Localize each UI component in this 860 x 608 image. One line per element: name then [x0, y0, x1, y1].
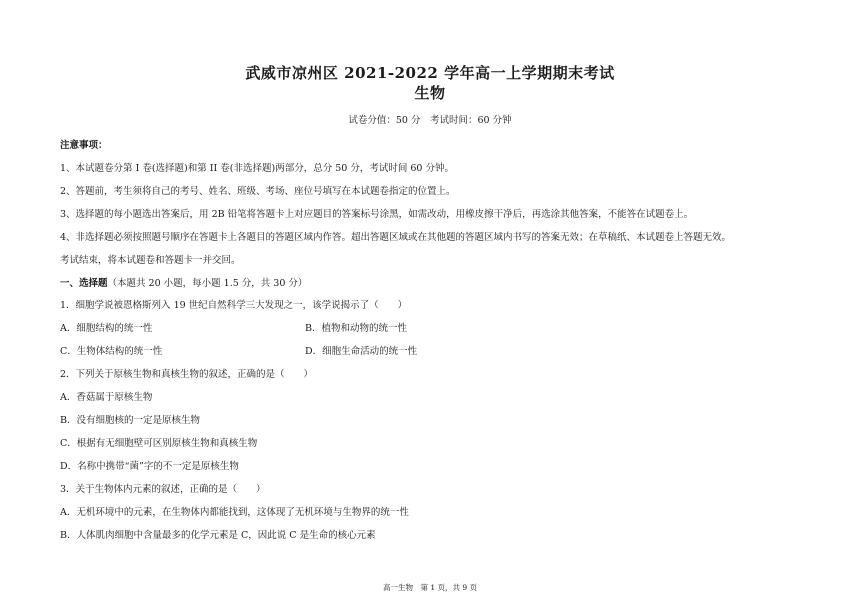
q2-option-b: B．没有细胞核的一定是原核生物 [60, 415, 200, 426]
q1-option-c: C．生物体结构的统一性 [60, 346, 163, 357]
q3-stem: 3．关于生物体内元素的叙述，正确的是（ ） [60, 484, 266, 495]
q1-options-row2 [60, 343, 460, 357]
exam-subject: 生物 [414, 84, 446, 102]
q2-option-a: A．香菇属于原核生物 [60, 392, 153, 403]
notice-item-3: 3、选择题的每小题选出答案后，用 2B 铅笔将答题卡上对应题目的答案标号涂黑，如需改动，用橡皮擦干净后，再选涂其他答案，不能答在试题卷上。 [60, 209, 694, 220]
page-footer: 高一生物 第 1 页，共 9 页 [382, 583, 478, 592]
q1-options-row1 [60, 320, 460, 334]
q1-option-a: A．细胞结构的统一性 [60, 323, 153, 334]
q1-stem: 1．细胞学说被恩格斯列入 19 世纪自然科学三大发现之一，该学说揭示了（ ） [60, 300, 408, 311]
section-heading-rest: （本题共 20 小题，每小题 1.5 分，共 30 分） [107, 278, 308, 289]
notice-item-1: 1、本试题卷分第 I 卷(选择题)和第 II 卷(非选择题)两部分，总分 50 分，考试时间 60 分钟。 [60, 163, 454, 174]
q2-option-c: C．根据有无细胞壁可区别原核生物和真核生物 [60, 438, 258, 449]
q3-option-a: A．无机环境中的元素，在生物体内都能找到，这体现了无机环境与生物界的统一性 [60, 507, 409, 518]
exam-title: 武威市凉州区 2021-2022 学年高一上学期期末考试 [245, 64, 615, 82]
q2-option-d: D．名称中携带“菌”字的不一定是原核生物 [60, 461, 239, 472]
exam-meta: 试卷分值：50 分 考试时间：60 分钟 [348, 115, 512, 126]
notice-item-4: 4、非选择题必须按照题号顺序在答题卡上各题目的答题区域内作答。超出答题区域或在其他题的答题区域内书写的答案无效；在草稿纸、本试题卷上答题无效。 [60, 232, 732, 243]
q2-stem: 2．下列关于原核生物和真核生物的叙述，正确的是（ ） [60, 369, 314, 380]
q1-option-b: B．植物和动物的统一性 [305, 323, 407, 334]
q3-option-b: B．人体肌肉细胞中含量最多的化学元素是 C，因此说 C 是生命的核心元素 [60, 530, 376, 541]
section-heading-bold: 一、选择题 [60, 278, 108, 289]
q1-option-d: D．细胞生命活动的统一性 [305, 346, 418, 357]
notice-item-2: 2、答题前，考生须将自己的考号、姓名、班级、考场、座位号填写在本试题卷指定的位置上。 [60, 186, 456, 197]
notice-item-5: 考试结束，将本试题卷和答题卡一并交回。 [60, 255, 241, 266]
notice-heading: 注意事项： [60, 140, 108, 151]
section-heading [60, 275, 307, 289]
